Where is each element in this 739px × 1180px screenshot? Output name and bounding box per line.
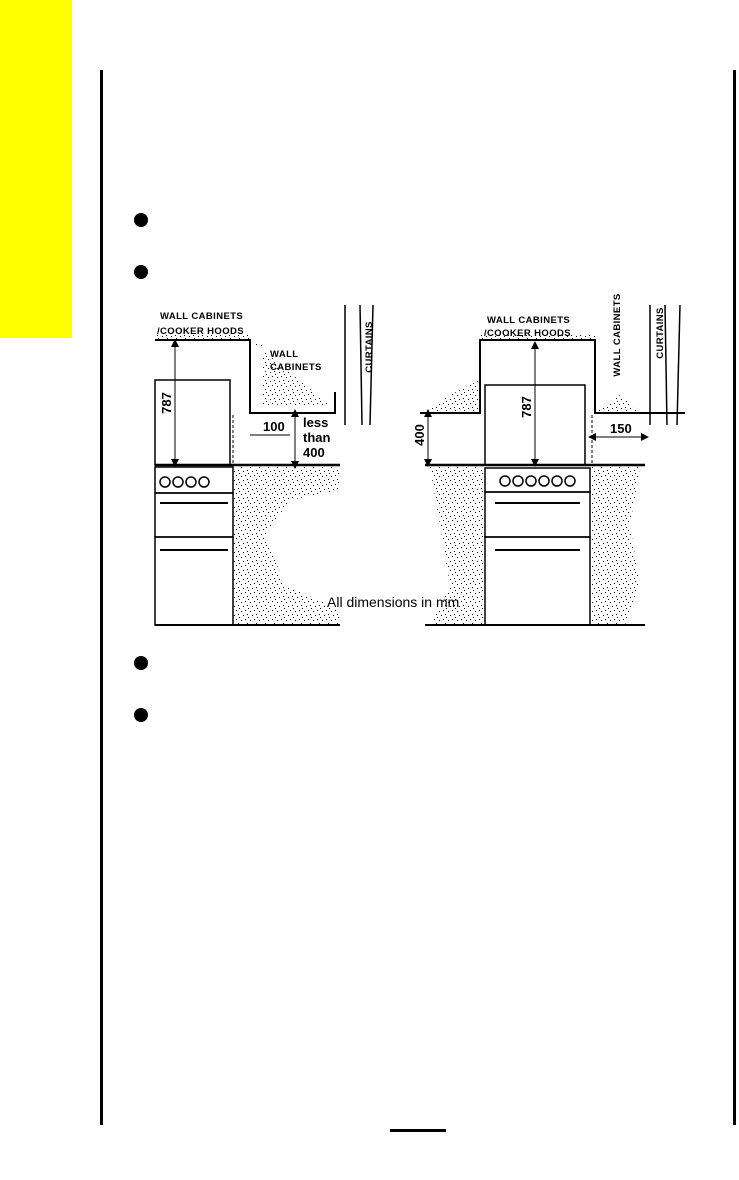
left-curtains-label: CURTAINS [364, 321, 375, 373]
right-side-cabinets-label: WALL CABINETS [612, 293, 623, 377]
control-knobs [160, 477, 209, 487]
installation-clearance-diagram [150, 285, 695, 645]
right-cooker-hoods-label: /COOKER HOODS [484, 328, 572, 339]
right-installation-view [412, 293, 685, 625]
less-than-label-3: 400 [303, 445, 325, 460]
left-side-cabinets-label: CABINETS [270, 362, 322, 373]
right-left-height-dimension: 400 [412, 424, 427, 446]
less-than-label-2: than [303, 430, 331, 445]
right-control-knobs [500, 476, 575, 486]
left-wall-cabinets-label: WALL CABINETS [160, 311, 244, 322]
left-margin-rule [100, 70, 103, 1125]
right-curtains-label: CURTAINS [655, 307, 666, 359]
bullet-point [134, 213, 148, 227]
left-height-dimension: 787 [159, 392, 174, 414]
left-side-gap-dimension: 100 [263, 419, 285, 434]
left-cooker-hoods-label: /COOKER HOODS [157, 326, 245, 337]
footer-rule [390, 1129, 446, 1132]
right-height-dimension: 787 [519, 396, 534, 418]
dimensions-note: All dimensions in mm [327, 594, 460, 610]
left-side-wall-label: WALL [270, 349, 299, 360]
right-side-gap-dimension: 150 [610, 421, 632, 436]
less-than-label-1: less [303, 415, 329, 430]
section-color-tab [0, 0, 72, 338]
bullet-point [134, 265, 148, 279]
right-wall-cabinets-label: WALL CABINETS [487, 315, 571, 326]
bullet-point [134, 708, 148, 722]
left-installation-view [155, 305, 375, 625]
right-margin-rule [733, 70, 736, 1125]
bullet-point [134, 656, 148, 670]
